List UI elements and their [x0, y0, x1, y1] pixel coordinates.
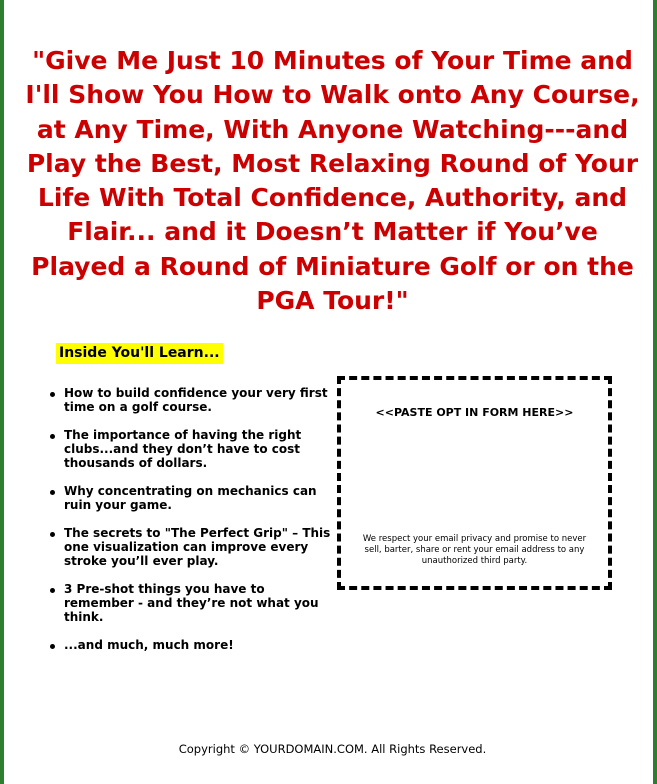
list-item: Why concentrating on mechanics can ruin your game. — [48, 484, 333, 512]
list-item: The importance of having the right clubs...and they don’t have to cost thousands of dollars. — [48, 428, 333, 470]
list-item: The secrets to "The Perfect Grip" – This one visualization can improve every stroke you’ll ever play. — [48, 526, 333, 568]
optin-placeholder: <<PASTE OPT IN FORM HERE>> — [375, 406, 574, 419]
headline: "Give Me Just 10 Minutes of Your Time and I'll Show You How to Walk onto Any Course, at Any Time, With Anyone Watching---and Play the Best, Most Relaxing Round of Your Life With Total Confidence, Authority, and Flair... and it Doesn’t Matter if You’ve Played a Round of Miniature Golf or on the PGA Tour!" — [25, 46, 640, 316]
copyright-footer: Copyright © YOURDOMAIN.COM. All Rights Reserved. — [178, 742, 487, 756]
list-item: ...and much, much more! — [48, 638, 333, 652]
learn-list — [48, 386, 333, 666]
list-item: How to build confidence your very first time on a golf course. — [48, 386, 333, 414]
optin-form-box[interactable] — [337, 376, 612, 590]
privacy-notice: We respect your email privacy and promise to never sell, barter, share or rent your email address to any unauthorized third party. — [362, 534, 587, 566]
learn-heading: Inside You'll Learn... — [56, 343, 223, 364]
list-item: 3 Pre-shot things you have to remember - and they’re not what you think. — [48, 582, 333, 624]
